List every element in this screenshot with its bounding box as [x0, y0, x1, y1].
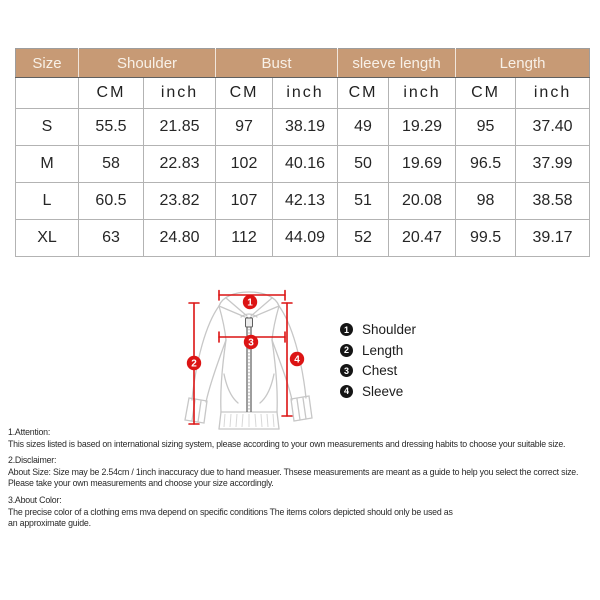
value-cell: 22.83 — [144, 146, 216, 183]
size-chart-table — [15, 48, 590, 257]
legend-label-length: Length — [362, 342, 404, 358]
col-header-bust: Bust — [216, 49, 338, 78]
size-cell: M — [16, 146, 79, 183]
value-cell: 19.69 — [389, 146, 456, 183]
unit-cell: inch — [389, 78, 456, 109]
unit-cell: CM — [79, 78, 144, 109]
value-cell: 60.5 — [79, 183, 144, 220]
note-attention — [8, 427, 598, 450]
value-cell: 38.58 — [516, 183, 590, 220]
value-cell: 51 — [338, 183, 389, 220]
header-row — [16, 49, 590, 78]
unit-cell: inch — [144, 78, 216, 109]
marker-number-4: 4 — [294, 354, 300, 366]
value-cell: 52 — [338, 220, 389, 257]
marker-number-1: 1 — [247, 297, 253, 309]
value-cell: 107 — [216, 183, 273, 220]
note-line: an approximate guide. — [8, 518, 91, 529]
size-cell: S — [16, 109, 79, 146]
legend-label-shoulder: Shoulder — [362, 322, 417, 337]
value-cell: 37.99 — [516, 146, 590, 183]
legend-item-chest — [340, 364, 416, 377]
legend-item-length — [340, 344, 416, 357]
zipper — [246, 317, 253, 412]
value-cell: 112 — [216, 220, 273, 257]
table-row-m — [16, 146, 590, 183]
value-cell: 98 — [456, 183, 516, 220]
unit-row — [16, 78, 590, 109]
value-cell: 23.82 — [144, 183, 216, 220]
value-cell: 38.19 — [273, 109, 338, 146]
unit-cell-empty — [16, 78, 79, 109]
table-row-l — [16, 183, 590, 220]
value-cell: 20.47 — [389, 220, 456, 257]
table-row-xl — [16, 220, 590, 257]
legend-marker-4: 4 — [340, 385, 353, 398]
note-about-color — [8, 495, 598, 530]
col-header-size: Size — [16, 49, 79, 78]
value-cell: 39.17 — [516, 220, 590, 257]
value-cell: 40.16 — [273, 146, 338, 183]
legend-label-sleeve: Sleeve — [362, 383, 404, 399]
legend-marker-2: 2 — [340, 344, 353, 357]
hoodie-measurement-diagram — [168, 272, 338, 438]
value-cell: 37.40 — [516, 109, 590, 146]
value-cell: 58 — [79, 146, 144, 183]
value-cell: 44.09 — [273, 220, 338, 257]
value-cell: 20.08 — [389, 183, 456, 220]
marker-number-2: 2 — [191, 358, 197, 370]
note-heading: 1.Attention: — [8, 427, 51, 437]
note-line: About Size: Size may be 2.54cm / 1inch inaccuracy due to hand measuer. Thsese measurements are meant as a guide to help you select the correct size. — [8, 466, 579, 477]
value-cell: 95 — [456, 109, 516, 146]
note-heading: 2.Disclaimer: — [8, 455, 57, 466]
value-cell: 96.5 — [456, 146, 516, 183]
value-cell: 63 — [79, 220, 144, 257]
notes-section — [8, 427, 598, 535]
note-heading: 3.About Color: — [8, 494, 62, 505]
col-header-shoulder: Shoulder — [79, 49, 216, 78]
size-cell: XL — [16, 220, 79, 257]
unit-cell: CM — [216, 78, 273, 109]
unit-cell: CM — [456, 78, 516, 109]
col-header-sleeve-length: sleeve length — [338, 49, 456, 78]
measurement-legend — [340, 323, 416, 405]
value-cell: 42.13 — [273, 183, 338, 220]
legend-item-sleeve — [340, 385, 416, 398]
value-cell: 102 — [216, 146, 273, 183]
note-line: This sizes listed is based on international sizing system, please according to your own measurements and dressing habits to choose your suitable size. — [8, 438, 566, 449]
value-cell: 21.85 — [144, 109, 216, 146]
legend-item-shoulder — [340, 323, 416, 336]
value-cell: 50 — [338, 146, 389, 183]
unit-cell: inch — [516, 78, 590, 109]
value-cell: 97 — [216, 109, 273, 146]
value-cell: 99.5 — [456, 220, 516, 257]
note-line: The precise color of a clothing ems mva depend on specific conditions The items colors depicted should only be used as — [8, 506, 453, 517]
unit-cell: CM — [338, 78, 389, 109]
value-cell: 24.80 — [144, 220, 216, 257]
note-line: Please take your own measurements and choose your size accordingly. — [8, 478, 274, 489]
col-header-length: Length — [456, 49, 590, 78]
value-cell: 49 — [338, 109, 389, 146]
hem-ribbing — [224, 414, 274, 427]
note-disclaimer — [8, 455, 598, 490]
legend-marker-3: 3 — [340, 364, 353, 377]
unit-cell: inch — [273, 78, 338, 109]
legend-label-chest: Chest — [362, 363, 398, 378]
value-cell: 19.29 — [389, 109, 456, 146]
value-cell: 55.5 — [79, 109, 144, 146]
marker-number-3: 3 — [248, 337, 254, 349]
table-row-s — [16, 109, 590, 146]
legend-marker-1: 1 — [340, 323, 353, 336]
size-cell: L — [16, 183, 79, 220]
